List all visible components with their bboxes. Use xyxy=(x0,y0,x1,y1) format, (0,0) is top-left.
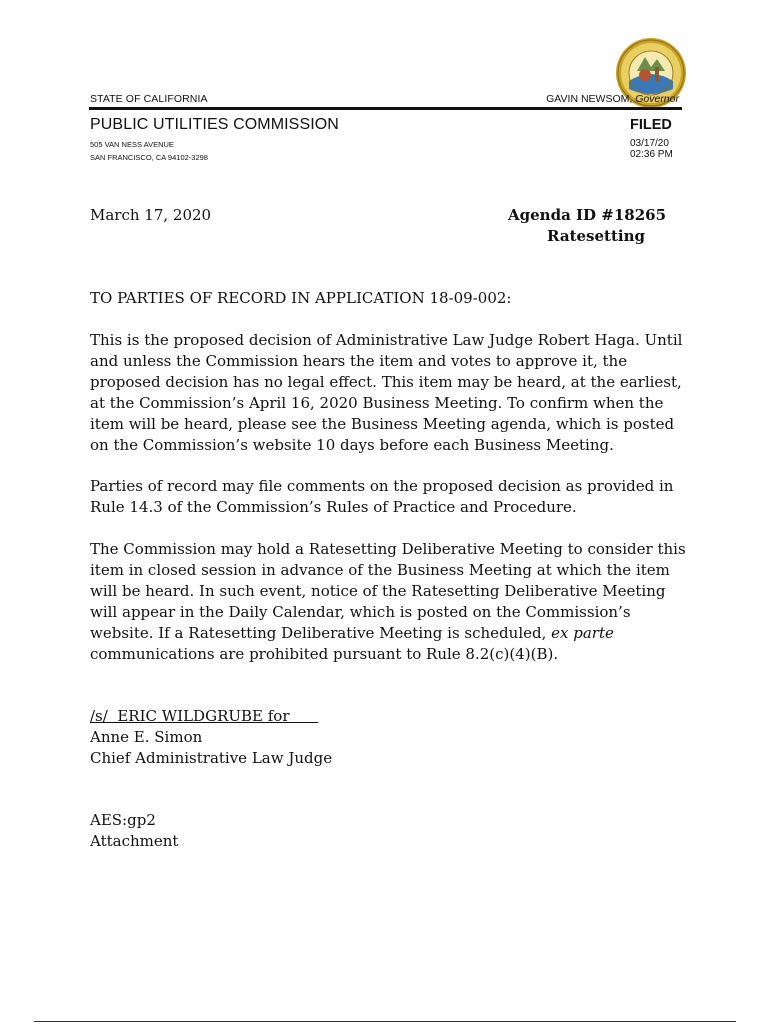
signature-line: /s/ ERIC WILDGRUBE for xyxy=(90,707,319,725)
agenda-type: Ratesetting xyxy=(547,227,645,245)
commission-name: PUBLIC UTILITIES COMMISSION xyxy=(90,116,339,133)
state-name: STATE OF CALIFORNIA xyxy=(90,93,208,105)
paragraph-3-part-2: communications are prohibited pursuant to Rule 8.2(c)(4)(B). xyxy=(90,645,559,663)
filed-date: 03/17/20 xyxy=(630,138,669,149)
signature-block xyxy=(90,706,332,769)
address-line-1: 505 VAN NESS AVENUE xyxy=(90,140,174,149)
paragraph-2: Parties of record may file comments on the proposed decision as provided in Rule 14.3 of the Commission’s Rules of Practice and Procedure. xyxy=(90,477,674,516)
filed-stamp xyxy=(630,117,673,160)
paragraph-3-italic: ex parte xyxy=(551,624,614,642)
signer-name: Anne E. Simon xyxy=(90,728,203,746)
filed-time: 02:36 PM xyxy=(630,149,673,160)
header-divider xyxy=(89,107,682,110)
reference-block xyxy=(90,810,178,852)
filed-label: FILED xyxy=(630,117,672,133)
agenda-block xyxy=(508,205,667,247)
paragraph-3-part-1: The Commission may hold a Ratesetting Deliberative Meeting to consider this item in closed session in advance of the Business Meeting at which the item will be heard. In such event, notice of the Ratesetting Deliberative Meeting will appear in the Daily Calendar, which is posted on the Commission’s website. If a Ratesetting Deliberative Meeting is scheduled, xyxy=(90,540,686,642)
paragraph-3 xyxy=(90,539,690,665)
footer-divider xyxy=(34,1021,736,1022)
salutation: TO PARTIES OF RECORD IN APPLICATION 18-09-002: xyxy=(90,289,512,307)
governor-line xyxy=(546,93,679,105)
governor-title: Governor xyxy=(635,93,679,105)
reference-initials: AES:gp2 xyxy=(90,811,156,829)
address-line-2: SAN FRANCISCO, CA 94102-3298 xyxy=(90,153,208,162)
agenda-id: Agenda ID #18265 xyxy=(508,206,667,224)
letter-date: March 17, 2020 xyxy=(90,206,212,224)
signer-title: Chief Administrative Law Judge xyxy=(90,749,333,767)
governor-name: GAVIN NEWSOM, xyxy=(546,93,633,105)
paragraph-1: This is the proposed decision of Administrative Law Judge Robert Haga. Until and unless the Commission hears the item and votes to approve it, the proposed decision has no legal effect. This item may be heard, at the earliest, at the Commission’s April 16, 2020 Business Meeting. To confirm when the item will be heard, please see the Business Meeting agenda, which is posted on the Commission’s website 10 days before each Business Meeting. xyxy=(90,331,683,454)
enclosure-note: Attachment xyxy=(90,832,179,850)
